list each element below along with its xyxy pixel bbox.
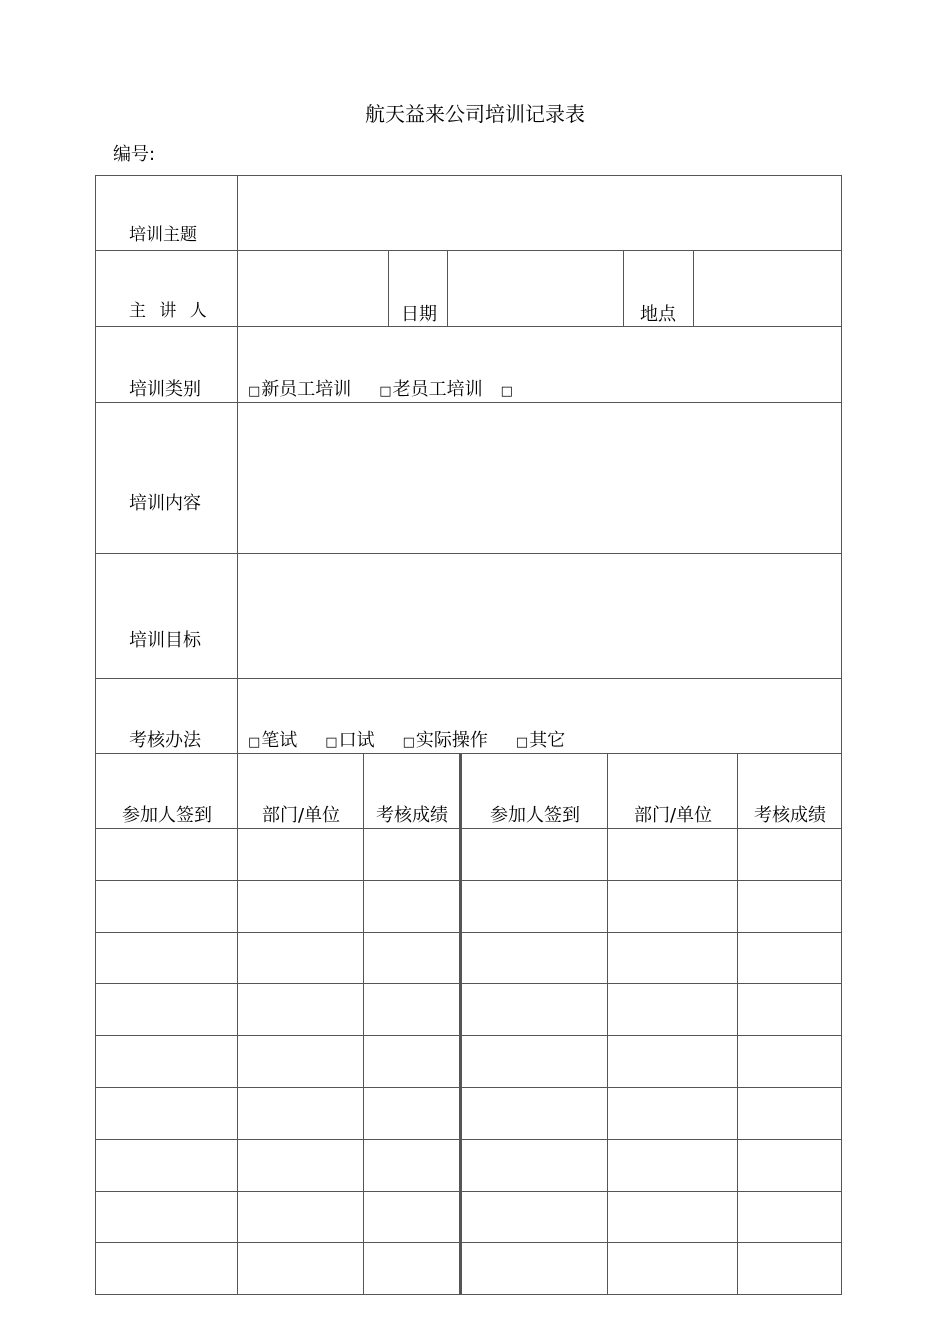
department-cell[interactable] bbox=[607, 1242, 738, 1295]
score-cell[interactable] bbox=[737, 1139, 842, 1192]
category-option-new-staff[interactable]: □新员工培训 bbox=[248, 379, 352, 400]
score-cell[interactable] bbox=[737, 828, 842, 881]
department-cell[interactable] bbox=[237, 1191, 364, 1243]
department-cell[interactable] bbox=[237, 1035, 364, 1088]
checkbox-icon[interactable]: □ bbox=[500, 384, 513, 399]
department-cell[interactable] bbox=[607, 828, 738, 881]
department-cell[interactable] bbox=[237, 983, 364, 1036]
content-label-cell bbox=[95, 402, 238, 554]
score-cell[interactable] bbox=[363, 1191, 460, 1243]
form-title: 航天益来公司培训记录表 bbox=[365, 102, 585, 126]
score-cell[interactable] bbox=[363, 1087, 460, 1140]
attendee-signature-cell[interactable] bbox=[95, 1139, 238, 1192]
department-cell[interactable] bbox=[607, 880, 738, 933]
location-input-cell[interactable] bbox=[693, 250, 842, 327]
score-header: 考核成绩 bbox=[376, 805, 448, 826]
assessment-option-practical[interactable]: □实际操作 bbox=[402, 730, 488, 751]
attendee-signature-cell[interactable] bbox=[461, 1139, 608, 1192]
lecturer-label: 主 讲 人 bbox=[129, 301, 211, 321]
attendee-signature-cell[interactable] bbox=[95, 932, 238, 984]
checkbox-icon[interactable]: □ bbox=[515, 735, 529, 750]
assessment-label: 考核办法 bbox=[129, 730, 201, 751]
attendee-signature-cell[interactable] bbox=[461, 1191, 608, 1243]
attendee-signature-cell[interactable] bbox=[95, 828, 238, 881]
score-cell[interactable] bbox=[737, 1191, 842, 1243]
attendee-signature-cell[interactable] bbox=[95, 1087, 238, 1140]
goal-label: 培训目标 bbox=[129, 630, 201, 651]
attendee-signature-cell[interactable] bbox=[461, 932, 608, 984]
score-cell[interactable] bbox=[363, 1242, 460, 1295]
attendee-signature-header: 参加人签到 bbox=[490, 805, 580, 826]
category-option-existing-staff[interactable]: □老员工培训 bbox=[379, 379, 483, 400]
location-label: 地点 bbox=[640, 304, 676, 325]
goal-input-cell[interactable] bbox=[237, 553, 842, 679]
category-options bbox=[248, 375, 514, 401]
department-cell[interactable] bbox=[237, 880, 364, 933]
attendee-signature-cell[interactable] bbox=[461, 828, 608, 881]
checkbox-icon[interactable]: □ bbox=[379, 384, 392, 399]
department-cell[interactable] bbox=[607, 1139, 738, 1192]
score-cell[interactable] bbox=[737, 932, 842, 984]
attendee-signature-cell[interactable] bbox=[95, 1035, 238, 1088]
assessment-option-other[interactable]: □其它 bbox=[515, 730, 566, 751]
score-cell[interactable] bbox=[363, 1035, 460, 1088]
department-cell[interactable] bbox=[237, 828, 364, 881]
attendee-signature-cell[interactable] bbox=[95, 1242, 238, 1295]
score-cell[interactable] bbox=[737, 1242, 842, 1295]
score-cell[interactable] bbox=[737, 1087, 842, 1140]
department-cell[interactable] bbox=[607, 932, 738, 984]
department-cell[interactable] bbox=[607, 1087, 738, 1140]
score-cell[interactable] bbox=[363, 880, 460, 933]
date-label: 日期 bbox=[401, 304, 437, 325]
attendee-signature-cell[interactable] bbox=[95, 880, 238, 933]
date-input-cell[interactable] bbox=[447, 250, 624, 327]
attendee-signature-cell[interactable] bbox=[461, 983, 608, 1036]
checkbox-icon[interactable]: □ bbox=[402, 735, 415, 750]
department-cell[interactable] bbox=[237, 1087, 364, 1140]
category-option-other[interactable] bbox=[501, 379, 514, 400]
attendee-signature-cell[interactable] bbox=[461, 1035, 608, 1088]
serial-number-label: 编号: bbox=[113, 144, 156, 165]
content-label: 培训内容 bbox=[129, 493, 201, 514]
department-cell[interactable] bbox=[237, 932, 364, 984]
department-cell[interactable] bbox=[607, 1191, 738, 1243]
score-cell[interactable] bbox=[363, 828, 460, 881]
checkbox-icon[interactable]: □ bbox=[325, 735, 338, 750]
topic-input-cell[interactable] bbox=[237, 175, 842, 251]
department-cell[interactable] bbox=[607, 1035, 738, 1088]
assessment-option-oral[interactable]: □口试 bbox=[325, 730, 375, 751]
score-cell[interactable] bbox=[363, 932, 460, 984]
department-header: 部门/单位 bbox=[261, 805, 341, 826]
lecturer-input-cell[interactable] bbox=[237, 250, 389, 327]
score-header: 考核成绩 bbox=[754, 805, 826, 826]
assessment-options bbox=[248, 726, 565, 752]
attendee-signature-cell[interactable] bbox=[95, 983, 238, 1036]
topic-label: 培训主题 bbox=[129, 225, 197, 245]
attendee-signature-cell[interactable] bbox=[461, 1242, 608, 1295]
category-label: 培训类别 bbox=[129, 379, 201, 400]
attendee-signature-cell[interactable] bbox=[95, 1191, 238, 1243]
department-cell[interactable] bbox=[237, 1242, 364, 1295]
department-header: 部门/单位 bbox=[633, 805, 713, 826]
department-cell[interactable] bbox=[237, 1139, 364, 1192]
score-cell[interactable] bbox=[363, 1139, 460, 1192]
department-cell[interactable] bbox=[607, 983, 738, 1036]
checkbox-icon[interactable]: □ bbox=[248, 384, 261, 399]
checkbox-icon[interactable]: □ bbox=[248, 735, 261, 750]
attendee-signature-cell[interactable] bbox=[461, 1087, 608, 1140]
attendee-signature-header: 参加人签到 bbox=[122, 805, 212, 826]
score-cell[interactable] bbox=[363, 983, 460, 1036]
goal-label-cell bbox=[95, 553, 238, 679]
score-cell[interactable] bbox=[737, 880, 842, 933]
score-cell[interactable] bbox=[737, 983, 842, 1036]
attendee-signature-cell[interactable] bbox=[461, 880, 608, 933]
score-cell[interactable] bbox=[737, 1035, 842, 1088]
assessment-option-written[interactable]: □笔试 bbox=[248, 730, 298, 751]
content-input-cell[interactable] bbox=[237, 402, 842, 554]
